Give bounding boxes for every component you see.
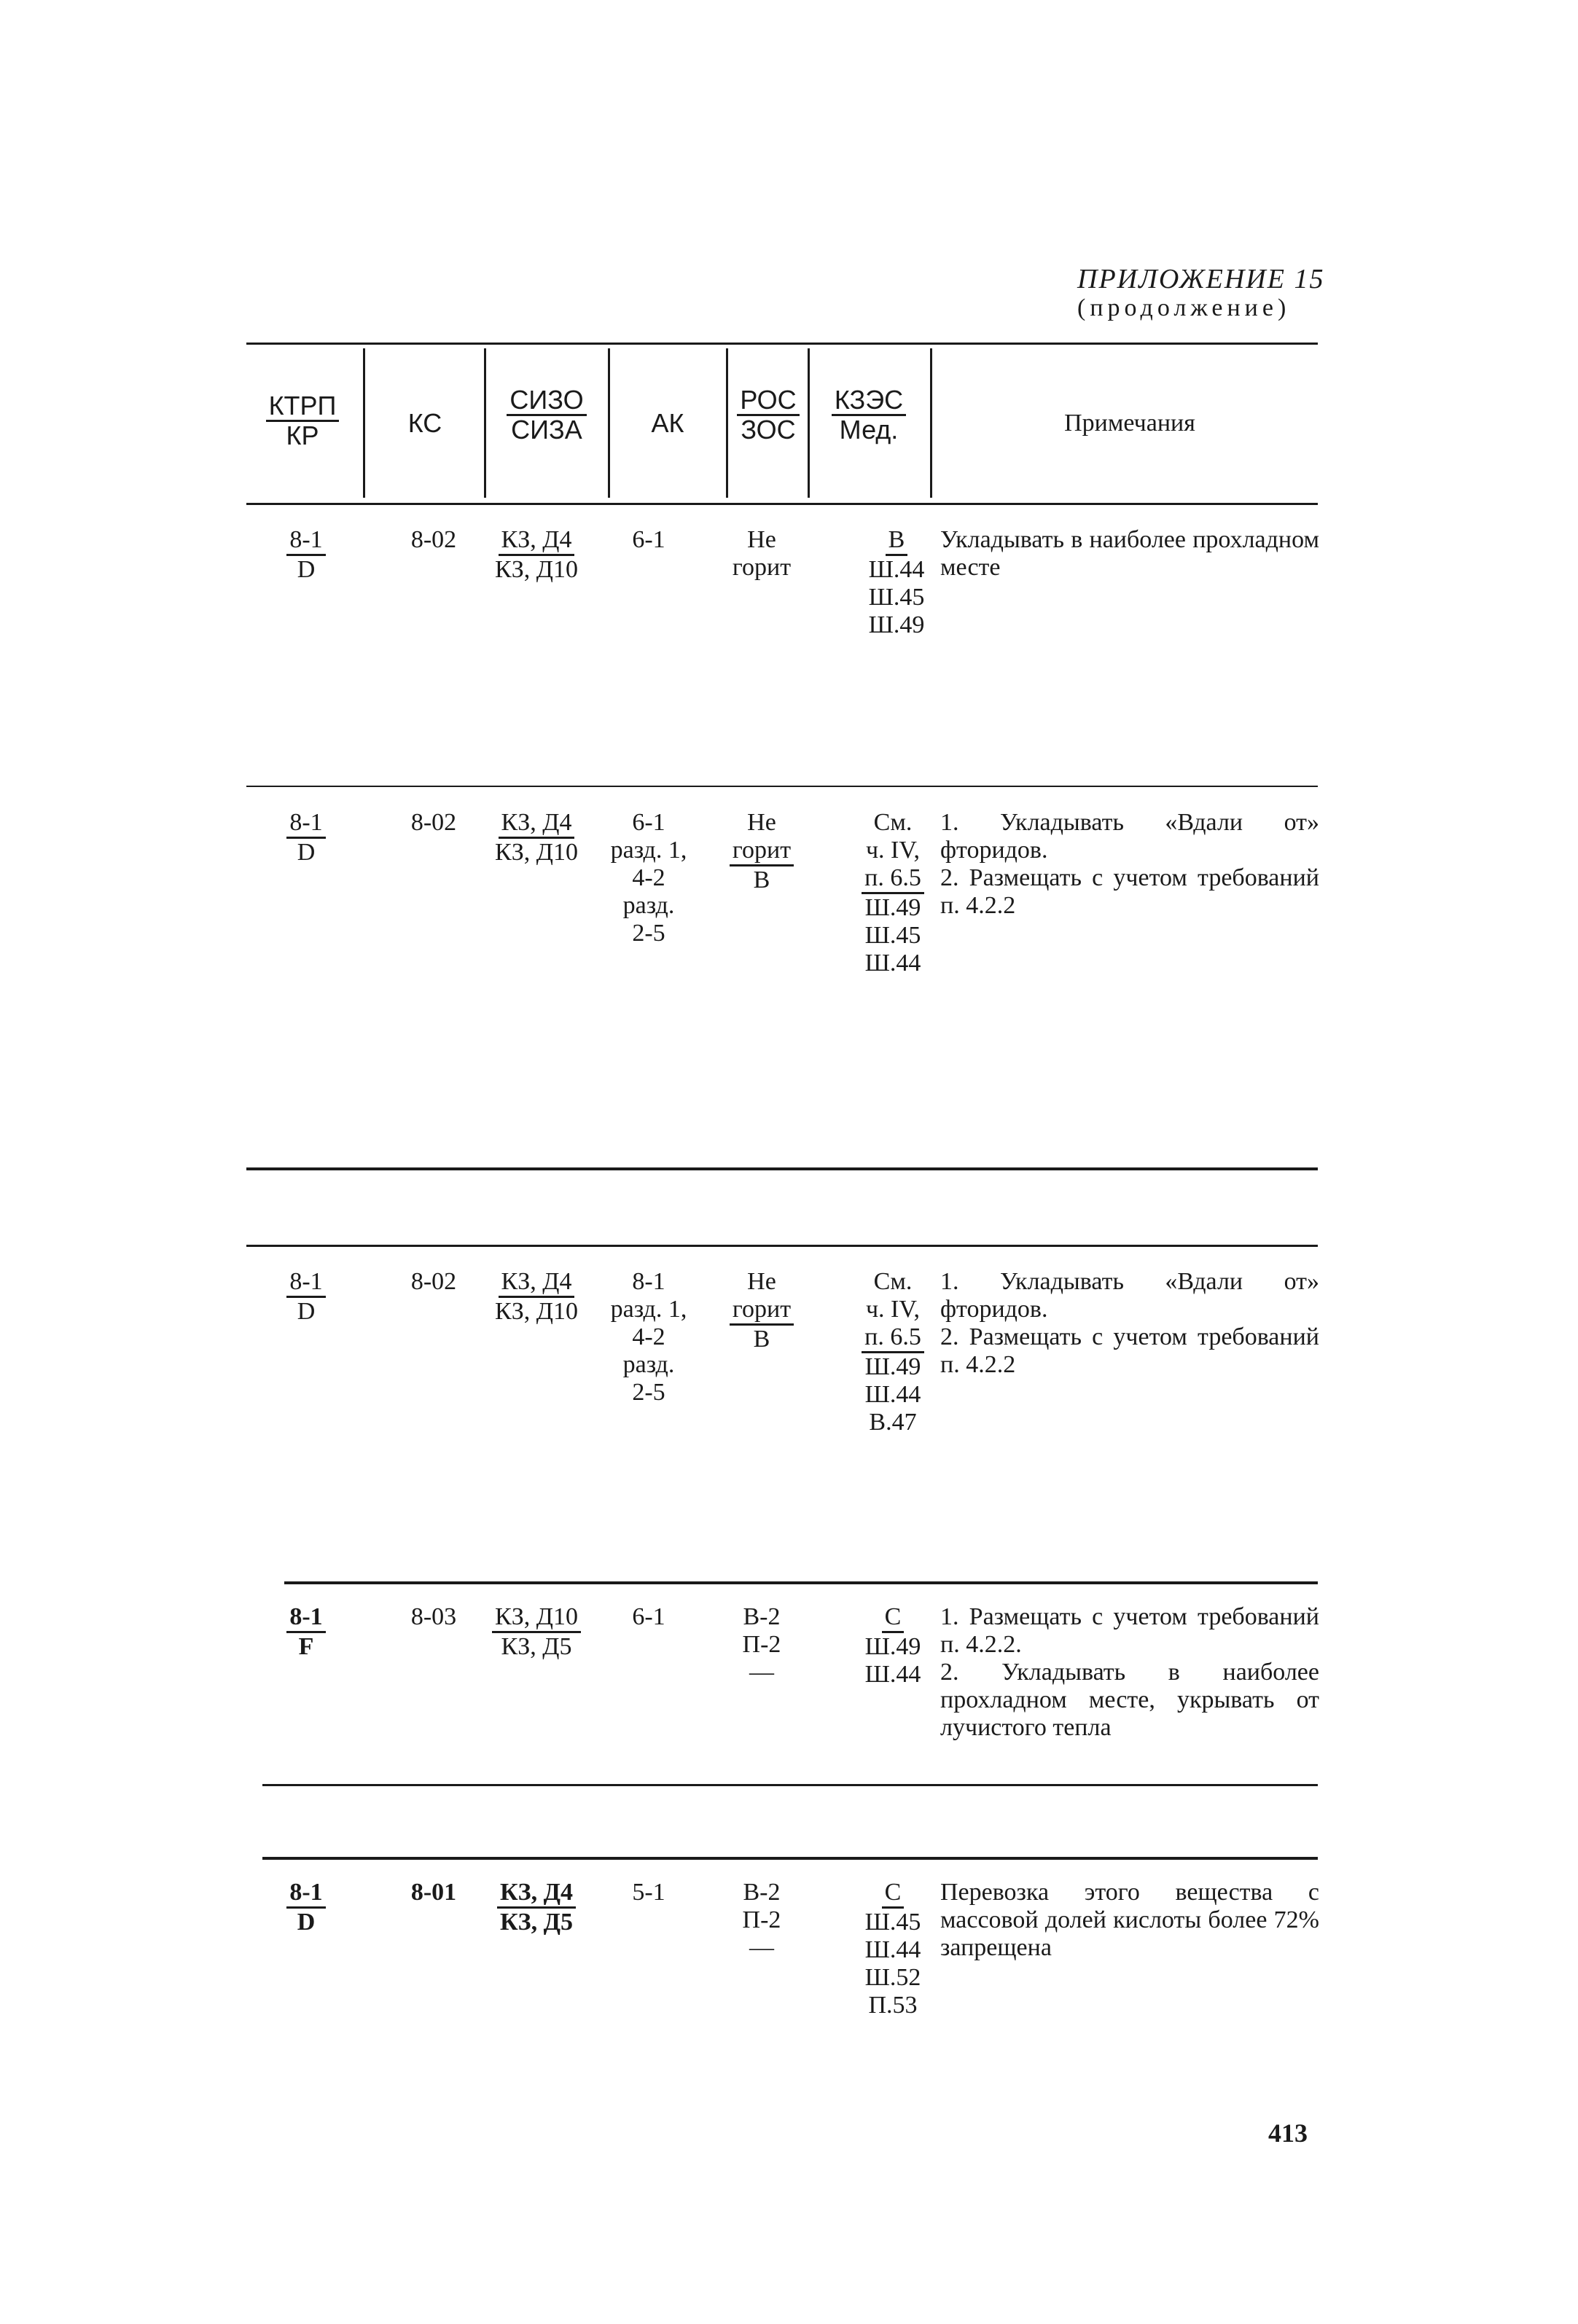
row3-ak-line: 2-5: [632, 1379, 665, 1406]
row3-ak-line: разд. 1,: [610, 1296, 687, 1323]
row1-ks: 8-02: [410, 526, 457, 553]
row-separator: [246, 786, 1318, 787]
row3-ros-zos: [714, 1268, 809, 1353]
header-ktrp: КТРП: [266, 392, 340, 422]
header-divider: [363, 348, 365, 498]
row1-med: Ш.44: [868, 556, 925, 583]
row2-kzes-med: [845, 809, 940, 977]
row3-ak: [598, 1268, 700, 1406]
row2-ktrp-kr: [270, 809, 343, 866]
row2-ks: 8-02: [410, 809, 457, 836]
row1-med: Ш.49: [868, 611, 925, 638]
row1-kr: D: [297, 556, 316, 583]
row5-ktrp-kr: [270, 1879, 343, 1936]
row5-med: Ш.44: [864, 1936, 921, 1963]
row4-ros-zos: [722, 1603, 802, 1686]
row5-sizo: КЗ, Д4: [497, 1879, 576, 1909]
header-zos: ЗОС: [741, 415, 796, 445]
row2-kr: D: [297, 839, 316, 866]
row1-med: Ш.45: [868, 584, 925, 611]
row4-siza: КЗ, Д5: [501, 1633, 572, 1660]
row3-sizo-siza: [478, 1268, 595, 1326]
row3-ros-line: Не: [747, 1268, 776, 1295]
row-separator: [262, 1857, 1318, 1860]
row5-ros-line: В-2: [743, 1879, 781, 1906]
row4-ros-line: В-2: [743, 1603, 781, 1630]
header-siza: СИЗА: [511, 415, 582, 445]
row4-zos: —: [749, 1659, 774, 1686]
row1-kzes-med: [860, 526, 933, 639]
appendix-title: ПРИЛОЖЕНИЕ 15: [1077, 264, 1325, 294]
row4-kzes: С: [882, 1603, 905, 1633]
row3-med: Ш.44: [864, 1381, 921, 1408]
row5-med: Ш.52: [864, 1964, 921, 1991]
row3-ros-line: горит: [730, 1296, 794, 1326]
row1-kzes: В: [886, 526, 908, 556]
row3-kzes: п. 6.5: [862, 1323, 924, 1353]
row4-sizo-siza: [478, 1603, 595, 1661]
row1-siza: КЗ, Д10: [495, 556, 578, 583]
row5-med: Ш.45: [864, 1909, 921, 1936]
header-ros-zos: [732, 386, 805, 444]
header-ak: АК: [651, 408, 684, 438]
row2-kzes: п. 6.5: [862, 864, 924, 894]
row4-kzes-med: [853, 1603, 933, 1689]
row3-med: В.47: [869, 1409, 917, 1436]
row2-kzes: ч. IV,: [865, 837, 921, 864]
row5-kzes-med: [853, 1879, 933, 2019]
row3-kzes: ч. IV,: [865, 1296, 921, 1323]
row3-kzes: См.: [873, 1268, 913, 1295]
row1-notes: Укладывать в наиболее прохладном месте: [940, 526, 1319, 581]
row4-ks: 8-03: [410, 1603, 457, 1630]
row4-ktrp: 8-1: [286, 1603, 325, 1633]
row5-siza: КЗ, Д5: [500, 1909, 573, 1936]
row3-med: Ш.49: [864, 1353, 921, 1380]
header-sizo: СИЗО: [507, 386, 586, 416]
row1-ktrp-kr: [270, 526, 343, 584]
row3-ak-line: разд.: [622, 1351, 675, 1378]
header-kr: КР: [286, 420, 319, 450]
row2-ak-line: разд.: [622, 892, 675, 919]
row3-sizo: КЗ, Д4: [499, 1268, 575, 1298]
row4-med: Ш.44: [864, 1661, 921, 1688]
row2-ktrp: 8-1: [286, 809, 325, 839]
header-divider: [808, 348, 810, 498]
header-notes: Примечания: [1064, 410, 1195, 437]
row1-sizo: КЗ, Д4: [499, 526, 575, 556]
row1-ros: [722, 526, 802, 582]
header-divider: [726, 348, 728, 498]
row2-med: Ш.45: [864, 922, 921, 949]
row5-ak-line: 5-1: [632, 1879, 665, 1906]
row3-siza: КЗ, Д10: [495, 1298, 578, 1325]
row2-ros-line: Не: [747, 809, 776, 836]
row5-ros-zos: [722, 1879, 802, 1962]
row5-zos: —: [749, 1934, 774, 1961]
header-divider: [930, 348, 932, 498]
row3-ak-line: 4-2: [632, 1323, 665, 1350]
row2-ak-line: разд. 1,: [610, 837, 687, 864]
row2-ros-zos: [714, 809, 809, 894]
row2-sizo-siza: [478, 809, 595, 866]
row3-ks: 8-02: [410, 1268, 457, 1295]
row-separator: [262, 1784, 1318, 1786]
row2-ros-line: горит: [730, 837, 794, 866]
header-med: Мед.: [839, 415, 899, 445]
row4-sizo: КЗ, Д10: [492, 1603, 581, 1633]
row5-ros-line: П-2: [742, 1906, 781, 1933]
row2-ak-line: 2-5: [632, 920, 665, 947]
row1-sizo-siza: [478, 526, 595, 584]
header-kzes-med: [812, 386, 926, 444]
row1-ktrp: 8-1: [286, 526, 325, 556]
row2-med: Ш.44: [864, 950, 921, 977]
row-separator: [284, 1581, 1318, 1584]
row3-ktrp: 8-1: [286, 1268, 325, 1298]
header-kzes: КЗЭС: [832, 386, 906, 416]
row3-ak-line: 8-1: [632, 1268, 665, 1295]
row4-med: Ш.49: [864, 1633, 921, 1660]
row4-kr: F: [298, 1633, 314, 1660]
row2-siza: КЗ, Д10: [495, 839, 578, 866]
row5-kzes: С: [882, 1879, 905, 1909]
row2-zos: В: [753, 866, 770, 893]
header-ktrp-kr: [248, 392, 357, 450]
row3-notes: 1. Укладывать «Вдали от» фторидов. 2. Размещать с учетом требований п. 4.2.2: [940, 1268, 1319, 1378]
row4-ak-line: 6-1: [632, 1603, 665, 1630]
header-bottom-rule: [246, 503, 1318, 505]
row2-kzes: См.: [873, 809, 913, 836]
row-separator: [246, 1167, 1318, 1170]
page-number: 413: [1268, 2118, 1308, 2148]
row5-sizo-siza: [478, 1879, 595, 1936]
row3-zos: В: [753, 1326, 770, 1353]
row2-ak-line: 6-1: [632, 809, 665, 836]
row2-ak: [598, 809, 700, 947]
row4-ak: [612, 1603, 685, 1631]
row1-ros-line: Не: [747, 526, 776, 553]
row2-notes: 1. Укладывать «Вдали от» фторидов. 2. Размещать с учетом требований п. 4.2.2: [940, 809, 1319, 919]
header-top-rule: [246, 343, 1318, 345]
header-sizo-siza: [490, 386, 604, 444]
row4-ktrp-kr: [270, 1603, 343, 1661]
row2-ak-line: 4-2: [632, 864, 665, 891]
row5-ktrp: 8-1: [286, 1879, 325, 1909]
row4-notes: 1. Размещать с учетом требований п. 4.2.2. 2. Укладывать в наиболее прохладном месте, укрывать от лучистого тепла: [940, 1603, 1319, 1741]
appendix-subtitle: (продолжение): [1077, 294, 1291, 321]
row5-ak: [612, 1879, 685, 1906]
row1-ak-line: 6-1: [632, 526, 665, 553]
row2-med: Ш.49: [864, 894, 921, 921]
row3-kzes-med: [845, 1268, 940, 1436]
row5-kr: D: [297, 1909, 316, 1936]
row3-kr: D: [297, 1298, 316, 1325]
header-ros: РОС: [737, 386, 799, 416]
row5-med: П.53: [868, 1992, 918, 2019]
row3-ktrp-kr: [270, 1268, 343, 1326]
header-divider: [608, 348, 610, 498]
header-ks: КС: [407, 408, 442, 438]
row2-sizo: КЗ, Д4: [499, 809, 575, 839]
row5-notes: Перевозка этого вещества с массовой долей кислоты более 72% запрещена: [940, 1879, 1319, 1961]
row1-ros-line: горит: [732, 554, 792, 581]
row1-ak: [612, 526, 685, 554]
row-separator: [246, 1245, 1318, 1247]
row5-ks: 8-01: [410, 1879, 457, 1906]
row4-ros-line: П-2: [742, 1631, 781, 1658]
header-divider: [484, 348, 486, 498]
